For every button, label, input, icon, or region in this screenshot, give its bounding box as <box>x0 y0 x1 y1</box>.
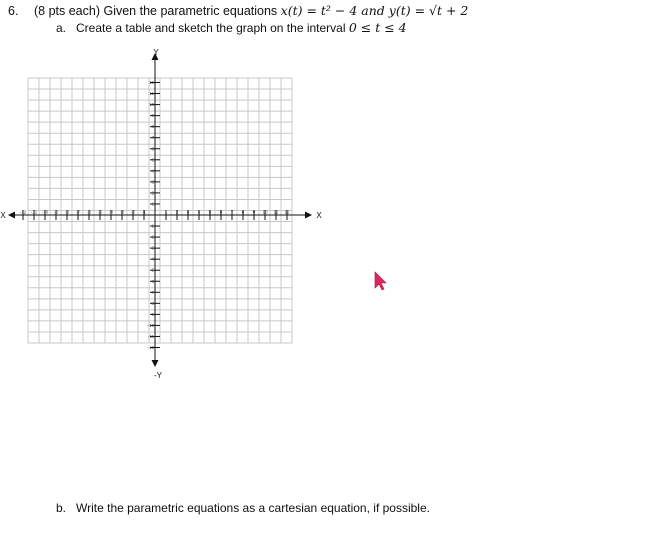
y-tick-label: 9 <box>151 113 154 119</box>
x-tick-label: -7 <box>75 209 81 215</box>
part-a-text: Create a table and sketch the graph on the interval <box>76 21 349 35</box>
y-tick-label: -6 <box>149 278 154 284</box>
question-number: 6. <box>8 4 19 18</box>
x-axis-right-arrow-icon <box>305 212 312 219</box>
x-tick-label: 11 <box>273 209 279 215</box>
y-tick-label: -10 <box>147 322 154 328</box>
y-tick-label: -12 <box>147 345 154 350</box>
x-tick-label: 1 <box>164 209 168 215</box>
x-tick-label: -10 <box>41 209 49 215</box>
y-tick-label: 3 <box>151 179 154 185</box>
y-tick-label: -7 <box>149 289 154 295</box>
question-intro: (8 pts each) Given the parametric equations <box>34 4 281 18</box>
y-tick-label: 12 <box>148 80 154 85</box>
y-tick-label: 8 <box>151 124 154 130</box>
x-tick-label: -9 <box>53 209 59 215</box>
x-tick-label: 6 <box>219 209 223 215</box>
x-tick-label: 3 <box>186 209 190 215</box>
y-tick-label: -9 <box>149 311 154 317</box>
y-tick-label: -8 <box>149 300 154 306</box>
x-tick-label: 4 <box>197 209 201 215</box>
x-tick-label: 8 <box>241 209 245 215</box>
x-tick-label: -1 <box>141 209 147 215</box>
x-tick-label: -2 <box>130 209 136 215</box>
x-tick-label: -8 <box>64 209 70 215</box>
x-axis-label: X <box>316 211 322 220</box>
part-b <box>56 501 430 515</box>
equation-y: y(t) = √t + 2 <box>388 3 469 18</box>
x-tick-label: -4 <box>108 209 114 215</box>
y-tick-label: 7 <box>151 135 154 141</box>
x-axis-negative-label: X <box>0 211 6 220</box>
y-tick-label: -11 <box>147 333 154 339</box>
y-tick-label: 5 <box>151 157 154 163</box>
x-tick-label: -12 <box>19 209 27 215</box>
x-tick-label: 2 <box>175 209 179 215</box>
y-tick-label: 10 <box>148 102 154 108</box>
y-tick-label: 1 <box>151 201 154 207</box>
x-tick-label: -5 <box>97 209 103 215</box>
y-axis-down-arrow-icon <box>152 360 159 367</box>
arrow-cursor-icon <box>374 271 388 296</box>
y-tick-label: 2 <box>151 190 154 196</box>
x-tick-label: 10 <box>262 209 268 215</box>
x-tick-label: 9 <box>252 209 256 215</box>
y-tick-label: -3 <box>149 245 154 251</box>
and-word: and <box>357 3 389 18</box>
y-axis-negative-label: -Y <box>154 371 162 380</box>
x-tick-label: -3 <box>119 209 125 215</box>
part-b-label: b. <box>56 501 67 515</box>
equation-x: x(t) = t² − 4 <box>280 3 358 18</box>
part-b-text: Write the parametric equations as a cartesian equation, if possible. <box>76 501 430 515</box>
x-tick-label: 5 <box>208 209 212 215</box>
y-tick-label: -2 <box>149 234 154 240</box>
part-a-label: a. <box>56 21 67 35</box>
part-a-interval: 0 ≤ t ≤ 4 <box>348 20 407 35</box>
y-tick-label: -5 <box>149 267 154 273</box>
y-tick-label: -1 <box>149 223 154 229</box>
y-axis-label: Y <box>153 48 159 57</box>
x-tick-label: 7 <box>230 209 234 215</box>
y-tick-label: 6 <box>151 146 154 152</box>
x-tick-label: -6 <box>86 209 92 215</box>
x-axis-left-arrow-icon <box>8 212 15 219</box>
x-tick-label: 12 <box>284 209 290 215</box>
y-tick-label: -4 <box>149 256 154 262</box>
y-tick-label: 11 <box>149 91 154 97</box>
x-tick-label: -11 <box>30 209 38 215</box>
y-tick-label: 4 <box>151 168 154 174</box>
